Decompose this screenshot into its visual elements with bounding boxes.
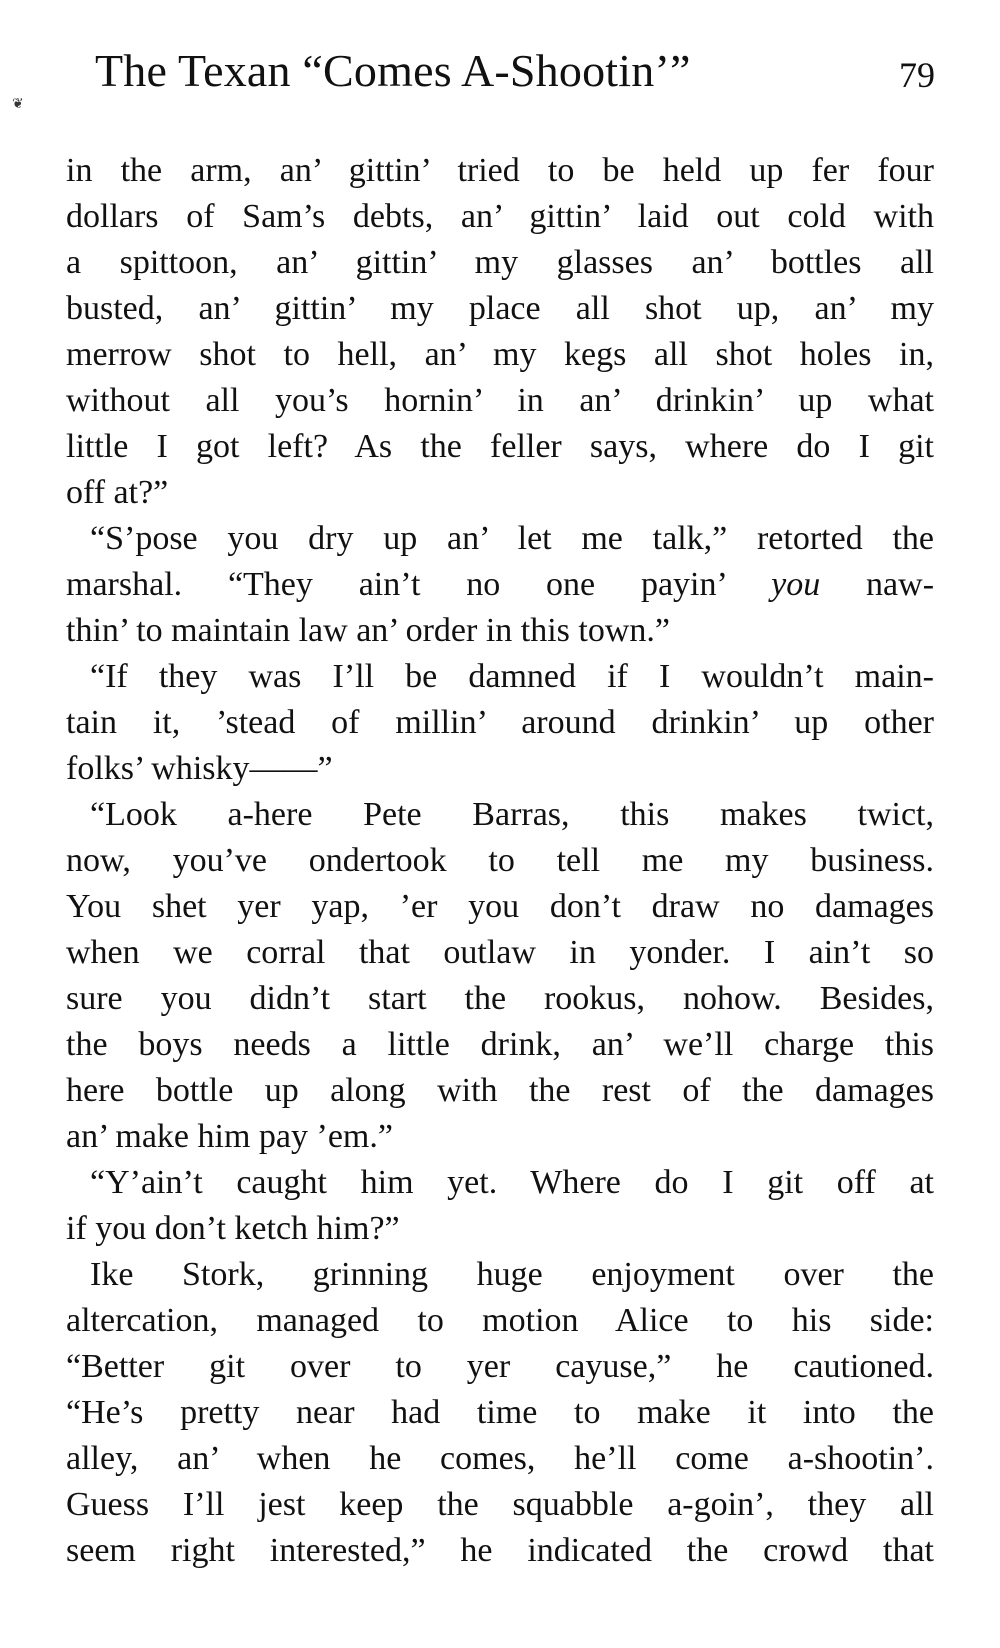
running-head: The Texan “Comes A-Shootin’”	[95, 45, 691, 96]
text-line: “He’s pretty near had time to make it into the	[66, 1394, 934, 1431]
text-line: “If they was I’ll be damned if I wouldn’t main-	[90, 658, 934, 695]
text-line: sure you didn’t start the rookus, nohow. Besides,	[66, 980, 934, 1017]
text-line: busted, an’ gittin’ my place all shot up, an’ my	[66, 290, 934, 327]
print-speck-icon: ❦	[12, 96, 24, 112]
text-line: merrow shot to hell, an’ my kegs all shot holes in,	[66, 336, 934, 373]
text-line: “Look a-here Pete Barras, this makes twict,	[90, 796, 934, 833]
text-line: off at?”	[66, 474, 169, 511]
text-line: little I got left? As the feller says, where do I git	[66, 428, 934, 465]
text-line: “Better git over to yer cayuse,” he cautioned.	[66, 1348, 934, 1385]
text-line: altercation, managed to motion Alice to his side:	[66, 1302, 934, 1339]
page-header	[95, 36, 935, 106]
text-line: an’ make him pay ’em.”	[66, 1118, 393, 1155]
text-line: Guess I’ll jest keep the squabble a-goin’, they all	[66, 1486, 934, 1523]
text-line: dollars of Sam’s debts, an’ gittin’ laid out cold with	[66, 198, 934, 235]
text-line: “S’pose you dry up an’ let me talk,” retorted the	[90, 520, 934, 557]
text-line: a spittoon, an’ gittin’ my glasses an’ bottles all	[66, 244, 934, 281]
text-segment: naw-	[866, 566, 935, 603]
text-line: without all you’s hornin’ in an’ drinkin’ up what	[66, 382, 934, 419]
text-line: You shet yer yap, ’er you don’t draw no damages	[66, 888, 934, 925]
text-line: thin’ to maintain law an’ order in this town.”	[66, 612, 670, 649]
text-line: seem right interested,” he indicated the crowd that	[66, 1532, 934, 1569]
body-text	[66, 148, 934, 1574]
text-line: the boys needs a little drink, an’ we’ll charge this	[66, 1026, 934, 1063]
text-line-with-italic	[66, 562, 934, 608]
page-number: 79	[899, 55, 935, 95]
text-segment: marshal. “They ain’t no one payin’	[66, 566, 726, 603]
text-line: in the arm, an’ gittin’ tried to be held up fer four	[66, 152, 934, 189]
italic-word: you	[771, 566, 821, 603]
text-line: “Y’ain’t caught him yet. Where do I git off at	[90, 1164, 934, 1201]
text-line: here bottle up along with the rest of the damages	[66, 1072, 934, 1109]
text-line: if you don’t ketch him?”	[66, 1210, 400, 1247]
text-line: Ike Stork, grinning huge enjoyment over the	[90, 1256, 934, 1293]
text-line: tain it, ’stead of millin’ around drinkin’ up other	[66, 704, 934, 741]
text-line: folks’ whisky——”	[66, 750, 333, 787]
text-line: when we corral that outlaw in yonder. I ain’t so	[66, 934, 934, 971]
text-line: alley, an’ when he comes, he’ll come a-shootin’.	[66, 1440, 934, 1477]
text-line: now, you’ve ondertook to tell me my business.	[66, 842, 934, 879]
